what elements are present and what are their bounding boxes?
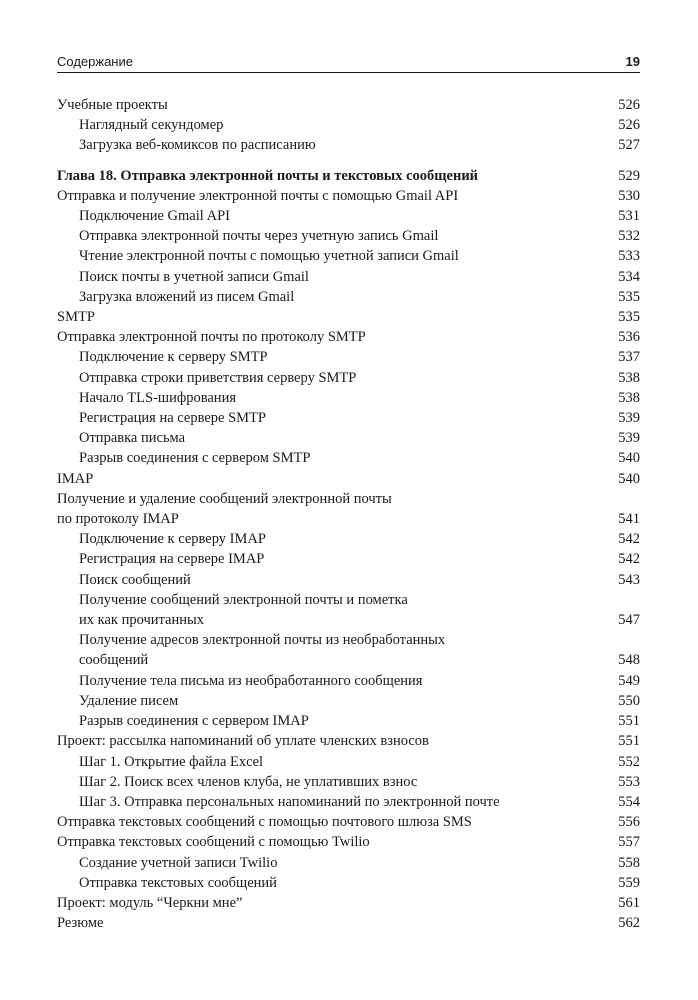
toc-entry-page: 535 xyxy=(618,309,640,326)
toc-entry-title xyxy=(57,489,610,529)
toc-entry-title xyxy=(57,590,610,630)
toc-entry-title-line: Шаг 2. Поиск всех членов клуба, не уплативших взнос xyxy=(79,773,418,790)
toc-entry-title-line: Подключение к серверу SMTP xyxy=(79,349,268,366)
toc-entry-page: 553 xyxy=(618,773,640,790)
toc-entry-page: 558 xyxy=(618,854,640,871)
toc-entry[interactable] xyxy=(57,570,640,590)
table-of-contents xyxy=(57,95,640,933)
toc-chapter-entry[interactable] xyxy=(57,166,640,186)
toc-entry-title xyxy=(57,307,610,327)
toc-entry-title xyxy=(57,772,610,792)
toc-entry-title xyxy=(57,812,610,832)
toc-entry-title xyxy=(57,347,610,367)
toc-entry-title-line: Шаг 1. Открытие файла Excel xyxy=(79,753,264,770)
toc-entry-title-line: Удаление писем xyxy=(79,692,179,709)
toc-entry-title xyxy=(57,873,610,893)
toc-entry-title-line: Создание учетной записи Twilio xyxy=(79,854,278,871)
toc-entry-page: 532 xyxy=(618,228,640,245)
toc-entry-title-line: Проект: рассылка напоминаний об уплате членских взносов xyxy=(57,733,429,750)
toc-entry-title xyxy=(57,853,610,873)
toc-entry-page: 559 xyxy=(618,874,640,891)
toc-entry[interactable] xyxy=(57,226,640,246)
toc-entry[interactable] xyxy=(57,873,640,893)
toc-entry-title-line: Глава 18. Отправка электронной почты и текстовых сообщений xyxy=(57,167,479,184)
toc-entry-page: 533 xyxy=(618,248,640,265)
toc-entry[interactable] xyxy=(57,913,640,933)
toc-entry[interactable] xyxy=(57,691,640,711)
toc-entry-title xyxy=(57,115,610,135)
toc-entry[interactable] xyxy=(57,186,640,206)
toc-entry[interactable] xyxy=(57,893,640,913)
toc-entry-page: 536 xyxy=(618,329,640,346)
toc-entry-title xyxy=(57,832,610,852)
toc-entry[interactable] xyxy=(57,489,640,529)
toc-entry-title xyxy=(57,246,610,266)
toc-entry-title xyxy=(57,388,610,408)
toc-entry[interactable] xyxy=(57,327,640,347)
toc-entry-title-line: Отправка текстовых сообщений xyxy=(79,874,277,891)
toc-entry-title-line: Отправка строки приветствия серверу SMTP xyxy=(79,369,357,386)
toc-entry[interactable] xyxy=(57,832,640,852)
toc-entry-title xyxy=(57,166,610,186)
toc-entry-title-line: Загрузка вложений из писем Gmail xyxy=(79,288,295,305)
toc-entry-title-line: по протоколу IMAP xyxy=(57,511,179,528)
toc-entry-title-line: Получение сообщений электронной почты и пометка xyxy=(79,591,408,608)
toc-entry-title-line: Получение тела письма из необработанного сообщения xyxy=(79,672,423,689)
toc-entry-page: 552 xyxy=(618,753,640,770)
toc-entry-title-line: Разрыв соединения с сервером IMAP xyxy=(79,713,309,730)
toc-entry-title xyxy=(57,529,610,549)
toc-entry-page: 548 xyxy=(618,652,640,669)
toc-entry-title-line: их как прочитанных xyxy=(79,612,204,629)
toc-entry-page: 557 xyxy=(618,834,640,851)
toc-entry[interactable] xyxy=(57,267,640,287)
toc-entry-title-line: Регистрация на сервере IMAP xyxy=(79,551,265,568)
toc-entry-title xyxy=(57,186,610,206)
toc-entry[interactable] xyxy=(57,428,640,448)
toc-entry-page: 542 xyxy=(618,551,640,568)
toc-entry[interactable] xyxy=(57,752,640,772)
toc-entry[interactable] xyxy=(57,812,640,832)
toc-entry-title-line: Шаг 3. Отправка персональных напоминаний по электронной почте xyxy=(79,793,500,810)
toc-entry[interactable] xyxy=(57,115,640,135)
section-title: Содержание xyxy=(57,54,133,69)
toc-entry-page: 551 xyxy=(618,713,640,730)
toc-entry-page: 540 xyxy=(618,470,640,487)
toc-entry-page: 529 xyxy=(618,167,640,184)
toc-entry-page: 527 xyxy=(618,137,640,154)
toc-entry-page: 526 xyxy=(618,97,640,113)
toc-entry-title-line: Чтение электронной почты с помощью учетной записи Gmail xyxy=(79,248,459,265)
toc-entry-page: 537 xyxy=(618,349,640,366)
page xyxy=(57,50,640,933)
toc-entry-title-line: Отправка электронной почты через учетную запись Gmail xyxy=(79,228,439,245)
toc-entry[interactable] xyxy=(57,853,640,873)
toc-entry-page: 538 xyxy=(618,389,640,406)
toc-entry-title xyxy=(57,226,610,246)
toc-entry-title xyxy=(57,570,610,590)
toc-entry-title-line: Наглядный секундомер xyxy=(79,117,224,134)
toc-entry-title xyxy=(57,368,610,388)
toc-entry-title-line: Поиск сообщений xyxy=(79,571,191,588)
toc-entry-title xyxy=(57,893,610,913)
toc-entry-title-line: Регистрация на сервере SMTP xyxy=(79,410,266,427)
toc-entry-page: 531 xyxy=(618,208,640,225)
toc-entry-title xyxy=(57,469,610,489)
toc-entry-title-line: Получение и удаление сообщений электронной почты xyxy=(57,490,392,507)
toc-entry-title xyxy=(57,671,610,691)
toc-entry[interactable] xyxy=(57,246,640,266)
toc-entry-page: 526 xyxy=(618,117,640,134)
toc-entry-title xyxy=(57,731,610,751)
toc-entry[interactable] xyxy=(57,469,640,489)
toc-entry[interactable] xyxy=(57,408,640,428)
toc-entry-page: 550 xyxy=(618,692,640,709)
toc-entry-title-line: Проект: модуль “Черкни мне” xyxy=(57,894,243,911)
toc-entry-page: 539 xyxy=(618,430,640,447)
toc-entry-title xyxy=(57,630,610,670)
toc-entry-page: 543 xyxy=(618,571,640,588)
toc-entry[interactable] xyxy=(57,671,640,691)
toc-entry[interactable] xyxy=(57,95,640,115)
toc-entry-page: 535 xyxy=(618,288,640,305)
toc-entry-page: 542 xyxy=(618,531,640,548)
toc-entry-page: 534 xyxy=(618,268,640,285)
toc-entry-title-line: Учебные проекты xyxy=(57,97,168,113)
toc-entry[interactable] xyxy=(57,388,640,408)
toc-entry[interactable] xyxy=(57,307,640,327)
toc-entry-title xyxy=(57,287,610,307)
toc-entry-title xyxy=(57,752,610,772)
toc-entry-page: 530 xyxy=(618,187,640,204)
toc-entry[interactable] xyxy=(57,448,640,468)
toc-entry-title xyxy=(57,691,610,711)
toc-entry-title xyxy=(57,206,610,226)
toc-entry-title-line: Отправка текстовых сообщений с помощью Twilio xyxy=(57,834,370,851)
toc-entry[interactable] xyxy=(57,792,640,812)
toc-entry-title xyxy=(57,95,610,115)
toc-entry[interactable] xyxy=(57,368,640,388)
toc-entry-title-line: SMTP xyxy=(57,309,95,326)
page-number: 19 xyxy=(625,54,640,69)
toc-entry-page: 540 xyxy=(618,450,640,467)
toc-entry-title-line: Начало TLS-шифрования xyxy=(79,389,237,406)
toc-entry-page: 554 xyxy=(618,793,640,810)
toc-entry[interactable] xyxy=(57,287,640,307)
toc-entry-title xyxy=(57,408,610,428)
toc-entry-title xyxy=(57,267,610,287)
toc-entry-page: 551 xyxy=(618,733,640,750)
toc-entry-title-line: сообщений xyxy=(79,652,149,669)
toc-entry-page: 541 xyxy=(618,511,640,528)
toc-entry-title-line: Поиск почты в учетной записи Gmail xyxy=(79,268,309,285)
toc-entry-title xyxy=(57,135,610,155)
toc-entry-title-line: Отправка и получение электронной почты с помощью Gmail API xyxy=(57,187,459,204)
toc-entry-page: 538 xyxy=(618,369,640,386)
toc-entry-title xyxy=(57,428,610,448)
toc-entry[interactable] xyxy=(57,630,640,670)
toc-entry-page: 556 xyxy=(618,814,640,831)
toc-entry[interactable] xyxy=(57,135,640,155)
toc-entry[interactable] xyxy=(57,206,640,226)
toc-entry-title-line: Подключение к серверу IMAP xyxy=(79,531,266,548)
toc-entry[interactable] xyxy=(57,731,640,751)
toc-entry-title-line: IMAP xyxy=(57,470,94,487)
toc-entry-page: 539 xyxy=(618,410,640,427)
toc-entry[interactable] xyxy=(57,347,640,367)
toc-entry-page: 562 xyxy=(618,915,640,932)
toc-entry[interactable] xyxy=(57,772,640,792)
toc-entry-title-line: Отправка письма xyxy=(79,430,186,447)
running-head xyxy=(57,50,640,73)
toc-entry-title-line: Отправка текстовых сообщений с помощью почтового шлюза SMS xyxy=(57,814,472,831)
toc-entry-title xyxy=(57,549,610,569)
toc-entry-title-line: Резюме xyxy=(57,915,104,932)
toc-entry-title-line: Получение адресов электронной почты из необработанных xyxy=(79,632,446,649)
toc-entry-title xyxy=(57,327,610,347)
toc-entry-page: 561 xyxy=(618,894,640,911)
toc-entry-page: 547 xyxy=(618,612,640,629)
toc-entry[interactable] xyxy=(57,549,640,569)
toc-entry-title xyxy=(57,913,610,933)
toc-entry-title-line: Загрузка веб-комиксов по расписанию xyxy=(79,137,316,154)
toc-entry-title-line: Разрыв соединения с сервером SMTP xyxy=(79,450,311,467)
toc-entry-title xyxy=(57,711,610,731)
toc-entry-title xyxy=(57,792,610,812)
toc-entry[interactable] xyxy=(57,529,640,549)
toc-entry[interactable] xyxy=(57,590,640,630)
toc-entry-title xyxy=(57,448,610,468)
toc-entry[interactable] xyxy=(57,711,640,731)
toc-entry-title-line: Подключение Gmail API xyxy=(79,208,230,225)
toc-entry-page: 549 xyxy=(618,672,640,689)
toc-entry-title-line: Отправка электронной почты по протоколу SMTP xyxy=(57,329,366,346)
